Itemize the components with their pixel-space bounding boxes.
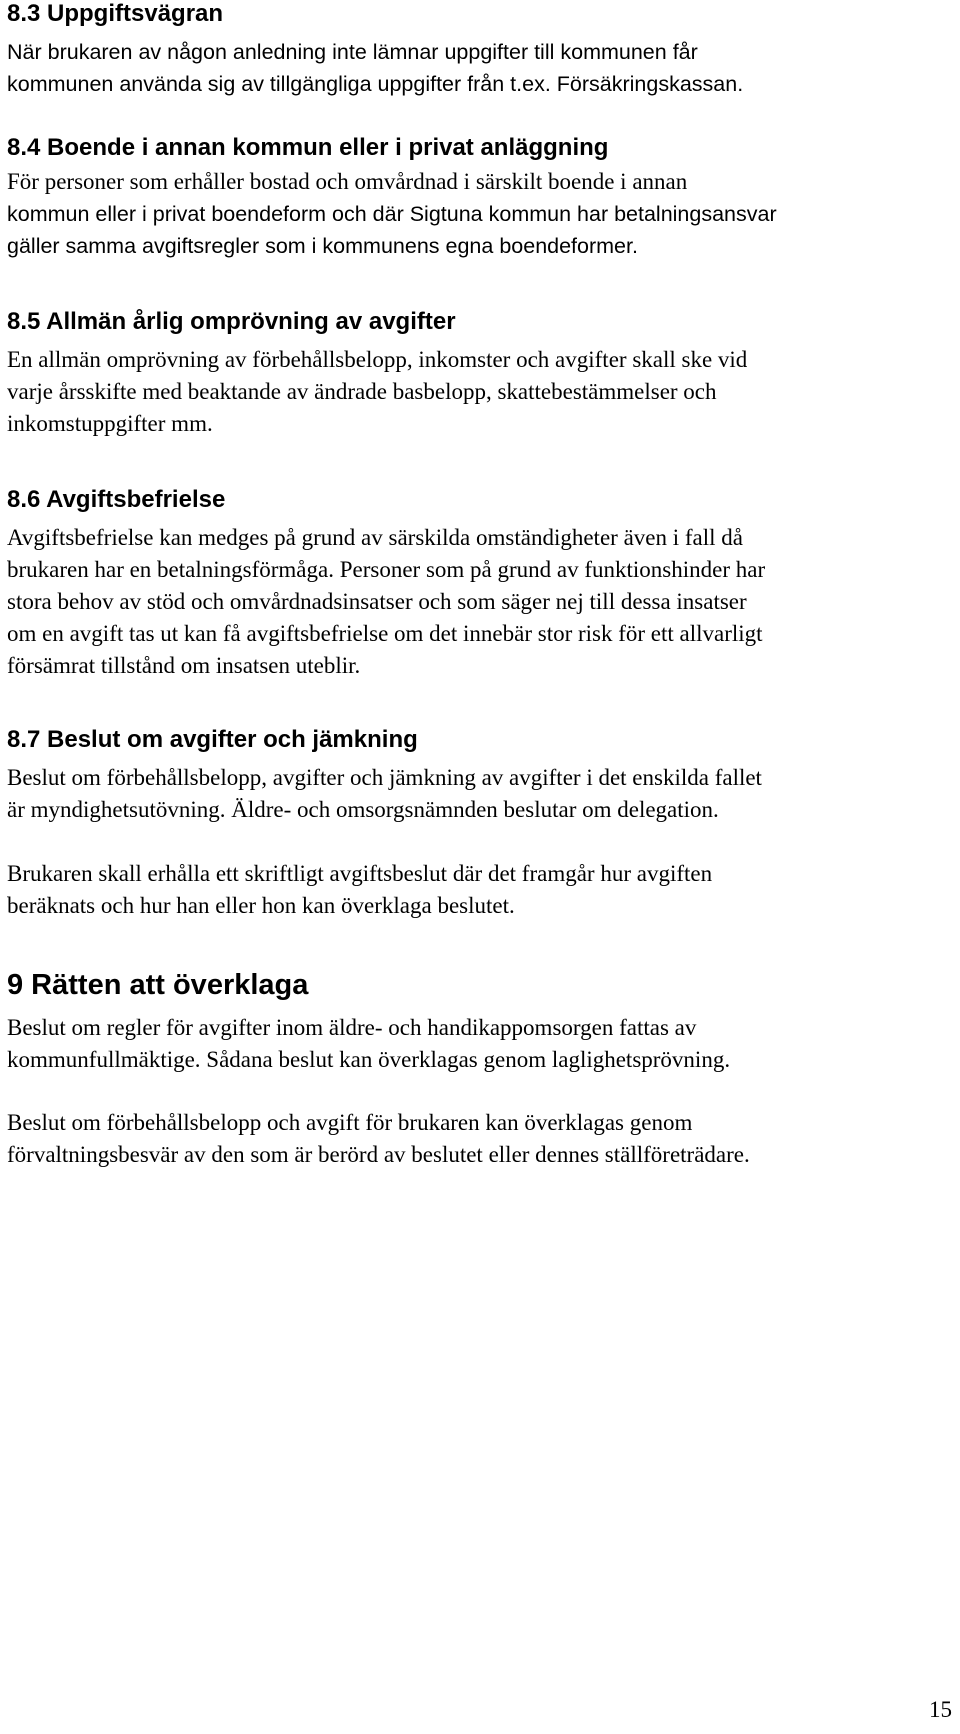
paragraph-line: är myndighetsutövning. Äldre- och omsorgsnämnden beslutar om delegation. — [7, 797, 719, 822]
paragraph-line: beräknats och hur han eller hon kan överklaga beslutet. — [7, 893, 515, 918]
heading-9: 9 Rätten att överklaga — [7, 969, 309, 1001]
heading-8-6: 8.6 Avgiftsbefrielse — [7, 486, 226, 513]
paragraph-line: När brukaren av någon anledning inte lämnar uppgifter till kommunen får — [7, 40, 698, 64]
paragraph-line: En allmän omprövning av förbehållsbelopp, inkomster och avgifter skall ske vid — [7, 347, 748, 372]
section-8-5 — [7, 308, 955, 440]
heading-8-7: 8.7 Beslut om avgifter och jämkning — [7, 726, 418, 753]
paragraph — [7, 762, 955, 826]
page-number: 15 — [929, 1697, 952, 1722]
paragraph-line: För personer som erhåller bostad och omvårdnad i särskilt boende i annan — [7, 169, 688, 194]
paragraph-line: inkomstuppgifter mm. — [7, 411, 213, 436]
paragraph-line: Beslut om regler för avgifter inom äldre- och handikappomsorgen fattas av — [7, 1015, 697, 1040]
heading-8-3: 8.3 Uppgiftsvägran — [7, 0, 224, 27]
paragraph-line: gäller samma avgiftsregler som i kommunens egna boendeformer. — [7, 234, 638, 258]
paragraph-line: Avgiftsbefrielse kan medges på grund av särskilda omständigheter även i fall då — [7, 525, 743, 550]
section-8-4 — [7, 134, 955, 262]
section-8-6 — [7, 486, 955, 682]
paragraph-line: kommunen använda sig av tillgängliga uppgifter från t.ex. Försäkringskassan. — [7, 72, 744, 96]
paragraph-line: kommun eller i privat boendeform och där Sigtuna kommun har betalningsansvar — [7, 202, 777, 226]
paragraph-line: stora behov av stöd och omvårdnadsinsatser och som säger nej till dessa insatser — [7, 589, 747, 614]
paragraph-line: brukaren har en betalningsförmåga. Personer som på grund av funktionshinder har — [7, 557, 766, 582]
paragraph-line: försämrat tillstånd om insatsen uteblir. — [7, 653, 361, 678]
paragraph — [7, 1107, 955, 1171]
paragraph-line: varje årsskifte med beaktande av ändrade basbelopp, skattebestämmelser och — [7, 379, 717, 404]
section-8-7 — [7, 726, 955, 922]
paragraph — [7, 858, 955, 922]
paragraph-line: om en avgift tas ut kan få avgiftsbefrielse om det innebär stor risk för ett allvarligt — [7, 621, 763, 646]
section-9 — [7, 968, 955, 1171]
paragraph — [7, 1012, 955, 1076]
paragraph-line: kommunfullmäktige. Sådana beslut kan överklagas genom laglighetsprövning. — [7, 1047, 731, 1072]
paragraph-line: Brukaren skall erhålla ett skriftligt avgiftsbeslut där det framgår hur avgiften — [7, 861, 713, 886]
heading-8-4: 8.4 Boende i annan kommun eller i privat anläggning — [7, 134, 609, 161]
paragraph-line: Beslut om förbehållsbelopp och avgift för brukaren kan överklagas genom — [7, 1110, 693, 1135]
paragraph-line: Beslut om förbehållsbelopp, avgifter och jämkning av avgifter i det enskilda fallet — [7, 765, 762, 790]
section-8-3 — [7, 0, 955, 100]
heading-8-5: 8.5 Allmän årlig omprövning av avgifter — [7, 308, 456, 335]
paragraph-line: förvaltningsbesvär av den som är berörd av beslutet eller dennes ställföreträdare. — [7, 1142, 750, 1167]
